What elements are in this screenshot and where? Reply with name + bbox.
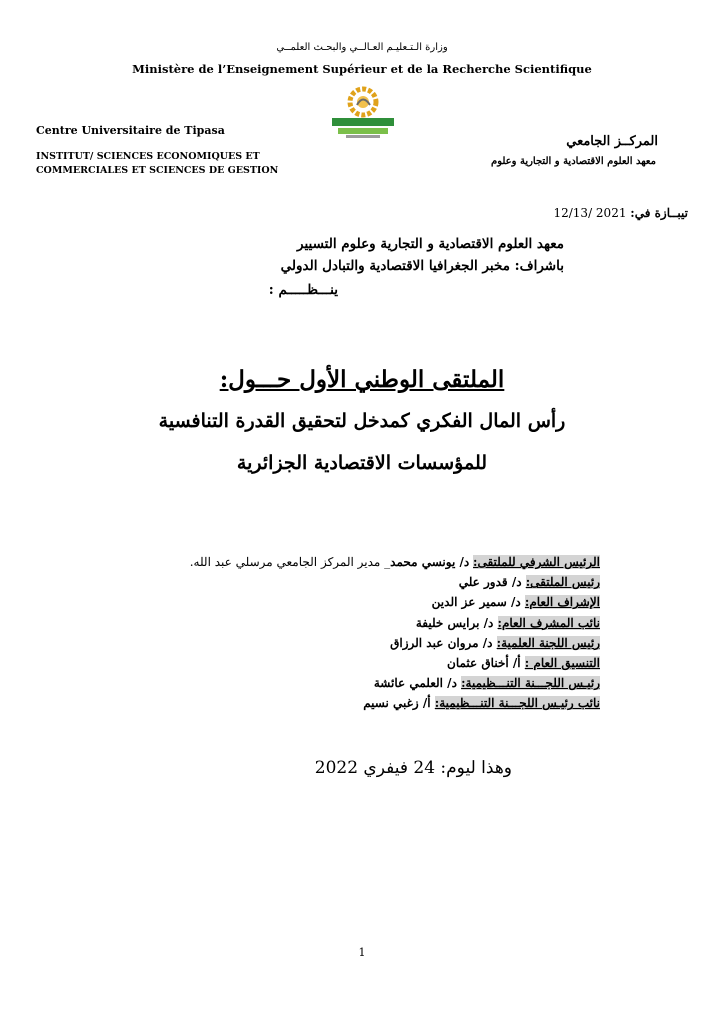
event-subject-line-2: للمؤسسات الاقتصادية الجزائرية [236,452,488,474]
center-name-french: Centre Universitaire de Tipasa [36,124,225,137]
institute-name-arabic: معهد العلوم الاقتصادية و التجارية وعلوم [491,156,656,167]
role-title: التنسيق العام : [524,656,600,671]
institute-line-1: INSTITUT/ SCIENCES ECONOMIQUES ET [36,151,260,162]
list-item [80,693,600,713]
list-item [80,653,600,673]
ministry-arabic: وزارة الـتـعليـم العـالــي والبحـث العلمــي [276,42,448,53]
list-item [80,552,600,572]
role-title: رئيس اللجنة العلمية: [496,635,600,650]
person-name: د/ يونسي محمد [390,555,470,569]
list-item [80,673,600,693]
date-value: 2021 /12/13 [553,206,627,220]
role-title: رئيـس اللجـــنة التنـــظيمية: [461,676,600,691]
document-date [553,206,688,220]
role-title: نائب رئيـس اللجـــنة التنـــظيمية: [434,696,600,711]
person-name: د/ قدور علي [458,575,526,590]
organizer-institute: معهد العلوم الاقتصادية و التجارية وعلوم التسيير [297,236,564,252]
role-title: رئيس الملتقى: [525,575,600,590]
person-name: أ/ أخناق عثمان [447,656,525,671]
list-item [80,633,600,653]
list-item [80,613,600,633]
organizer-supervision: باشراف: مخبر الجغرافيا الاقتصادية والتبادل الدولي [280,258,564,274]
center-name-arabic: المركــز الجامعي [566,134,658,149]
date-label: تيبــازة في: [630,206,688,220]
person-name: أ/ زغبي نسيم [363,696,435,711]
university-logo-icon [326,86,400,140]
person-name: د/ العلمي عائشة [373,676,462,691]
event-title: الملتقى الوطني الأول حـــول: [219,366,505,393]
person-name: د/ برايس خليفة [415,615,498,630]
list-item [80,592,600,612]
event-subject-line-1: رأس المال الفكري كمدخل لتحقيق القدرة التنافسية [158,410,566,432]
committee-list [80,552,600,714]
event-date: وهذا ليوم: 24 فيفري 2022 [314,758,512,778]
page-number: 1 [358,946,366,959]
person-detail: _ مدير المركز الجامعي مرسلي عبد الله. [189,555,391,569]
organizer-organizes: ينـــظـــــم : [268,282,338,298]
institute-name-french [36,150,326,178]
ministry-french: Ministère de l’Enseignement Supérieur et de la Recherche Scientifique [132,62,592,76]
list-item [80,572,600,592]
person-name: د/ سمير عز الدين [431,595,525,610]
person-name: د/ مروان عبد الرزاق [390,635,497,650]
role-title: نائب المشرف العام: [497,615,600,630]
role-title: الرئيس الشرفي للملتقى: [473,555,600,569]
role-title: الإشراف العام: [524,595,600,610]
institute-line-2: COMMERCIALES ET SCIENCES DE GESTION [36,165,279,176]
